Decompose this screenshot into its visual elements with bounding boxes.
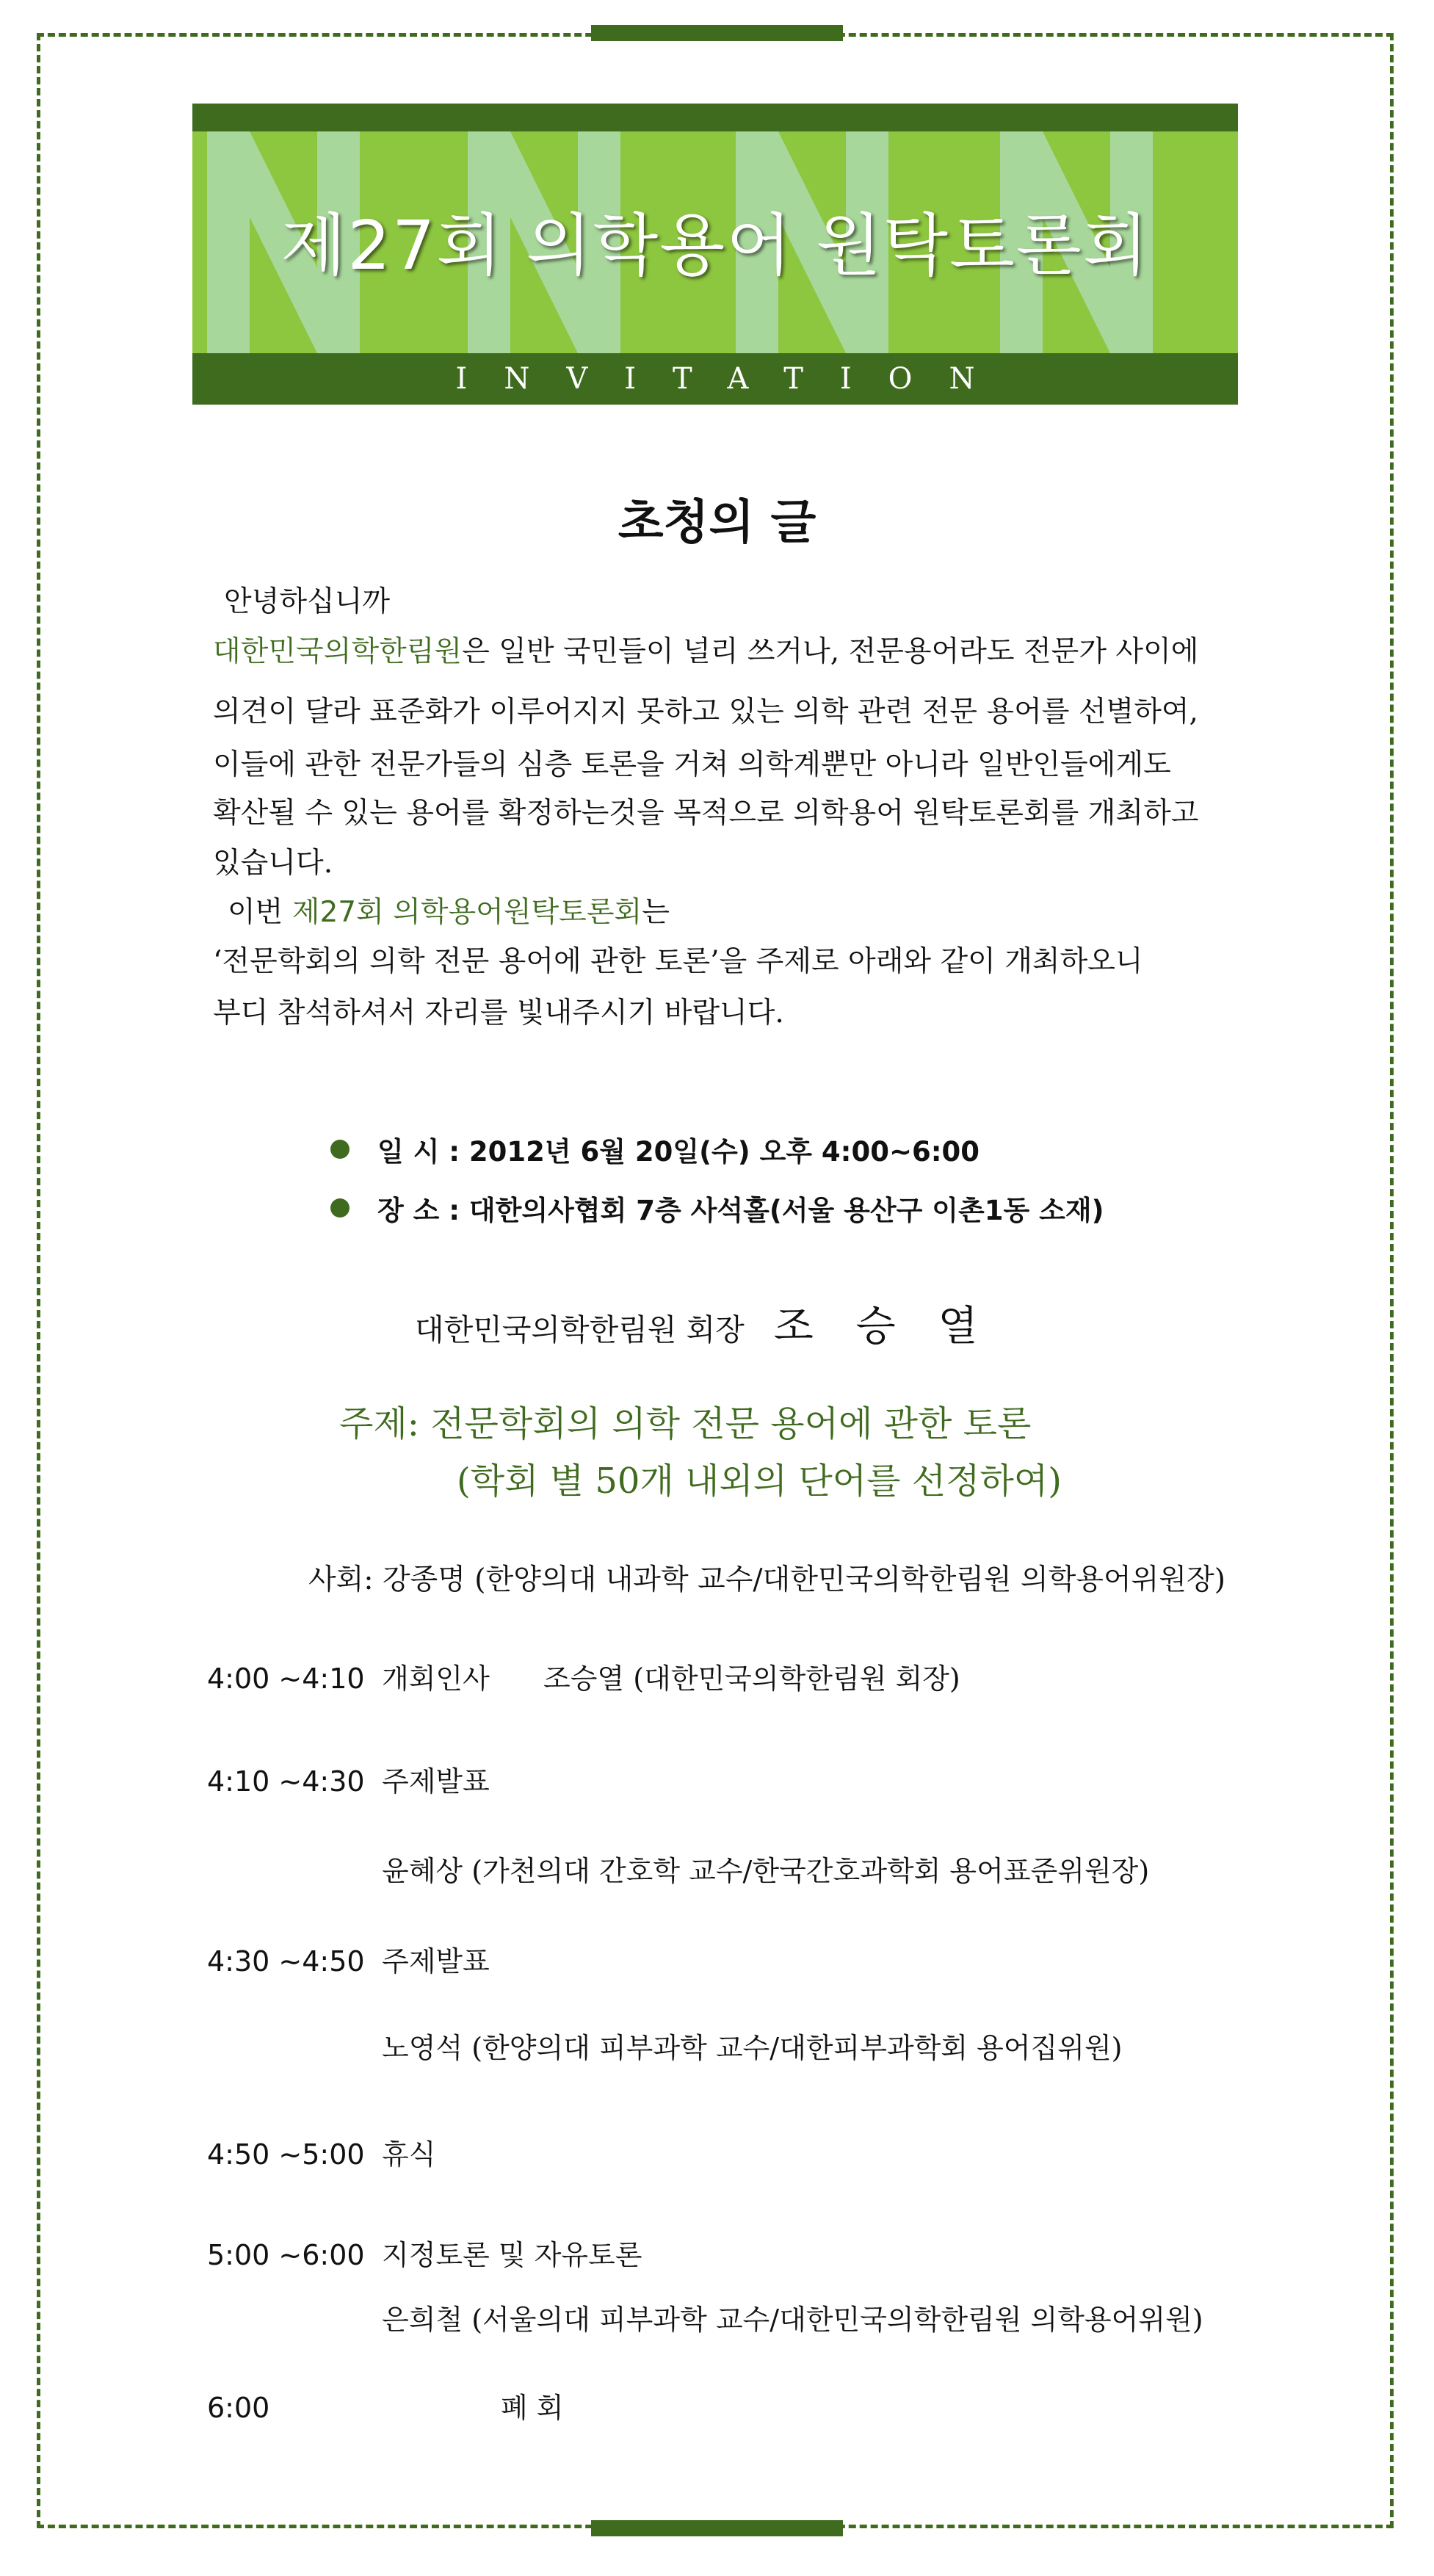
schedule-row: [207, 2132, 435, 2172]
org-name: 대한민국의학한림원: [213, 635, 463, 668]
schedule-item: 주제발표: [382, 1945, 490, 1978]
intro-line-6: [228, 891, 1380, 935]
intro-line-1: [213, 630, 1366, 674]
schedule-row: [207, 2232, 642, 2273]
bullet-dot-icon: [330, 1140, 350, 1159]
banner-title: 제27회 의학용어 원탁토론회: [280, 206, 1150, 285]
intro-line-4: 확산될 수 있는 용어를 확정하는것을 목적으로 의학용어 원탁토론회를 개최하고: [213, 797, 1199, 830]
schedule-row: [207, 2385, 564, 2425]
intro-line-3: 이들에 관한 전문가들의 심층 토론을 거쳐 의학계뿐만 아니라 일반인들에게도: [213, 748, 1171, 781]
place-text: 장 소 : 대한의사협회 7층 사석홀(서울 용산구 이촌1동 소재): [377, 1195, 1104, 1226]
theme-line-2: (학회 별 50개 내외의 단어를 선정하여): [457, 1461, 1062, 1502]
schedule-row: [207, 1759, 490, 1799]
intro-prefix: 이번: [228, 896, 283, 929]
moderator: 사회: 강종명 (한양의대 내과학 교수/대한민국의학한림원 의학용어위원장): [308, 1563, 1225, 1596]
schedule-time: 4:10 ~4:30: [207, 1765, 365, 1798]
schedule-time: 5:00 ~6:00: [207, 2239, 365, 2271]
intro-line-8: 부디 참석하셔서 자리를 빛내주시기 바랍니다.: [213, 996, 784, 1030]
place-item: [330, 1179, 1104, 1237]
date-item: [330, 1120, 1104, 1179]
schedule-detail: 조승열 (대한민국의학한림원 회장): [543, 1663, 960, 1695]
schedule-detail: 윤혜상 (가천의대 간호학 교수/한국간호과학회 용어표준위원장): [382, 1855, 1150, 1887]
intro-line-2: 의견이 달라 표준화가 이루어지지 못하고 있는 의학 관련 전문 용어를 선별하여,: [213, 695, 1198, 728]
date-text: 일 시 : 2012년 6월 20일(수) 오후 4:00~6:00: [377, 1136, 979, 1168]
schedule-item: 지정토론 및 자유토론: [382, 2239, 642, 2271]
president-title: 대한민국의학한림원 회장: [415, 1312, 745, 1347]
event-name: 제27회 의학용어원탁토론회: [291, 896, 642, 929]
intro-line-7: ‘전문학회의 의학 전문 용어에 관한 토론’을 주제로 아래와 같이 개최하오니: [213, 945, 1143, 978]
intro-line-5: 있습니다.: [213, 847, 333, 880]
schedule-row: [207, 1939, 490, 1979]
schedule-item: 휴식: [382, 2138, 436, 2171]
schedule-time: 4:00 ~4:10: [207, 1663, 365, 1695]
schedule-row: [207, 1656, 960, 1696]
schedule-time: 6:00: [207, 2392, 270, 2424]
intro-line-1-text: 은 일반 국민들이 널리 쓰거나, 전문용어라도 전문가 사이에: [462, 635, 1199, 668]
bullet-dot-icon: [330, 1198, 350, 1218]
invitation-banner: [192, 104, 1238, 405]
schedule-item: 폐 회: [501, 2392, 564, 2424]
schedule-time: 4:50 ~5:00: [207, 2138, 365, 2171]
event-details: [330, 1120, 1104, 1237]
schedule-detail: 은희철 (서울의대 피부과학 교수/대한민국의학한림원 의학용어위원): [382, 2304, 1203, 2336]
intro-suffix: 는: [642, 896, 670, 929]
banner-top-bar: [192, 104, 1238, 131]
president-name: 조 승 열: [773, 1303, 993, 1350]
schedule-item: 개회인사: [382, 1663, 490, 1695]
page-heading: 초청의 글: [618, 496, 816, 550]
frame-top-tab: [591, 25, 843, 41]
greeting: 안녕하십니까: [224, 585, 391, 618]
schedule-time: 4:30 ~4:50: [207, 1945, 365, 1978]
theme-line-1: 주제: 전문학회의 의학 전문 용어에 관한 토론: [339, 1403, 1032, 1444]
president-signature: [415, 1294, 993, 1353]
banner-subtitle: INVITATION: [455, 362, 1012, 396]
schedule-detail: 노영석 (한양의대 피부과학 교수/대한피부과학회 용어집위원): [382, 2032, 1123, 2064]
frame-bottom-tab: [591, 2520, 843, 2536]
schedule-item: 주제발표: [382, 1765, 490, 1798]
